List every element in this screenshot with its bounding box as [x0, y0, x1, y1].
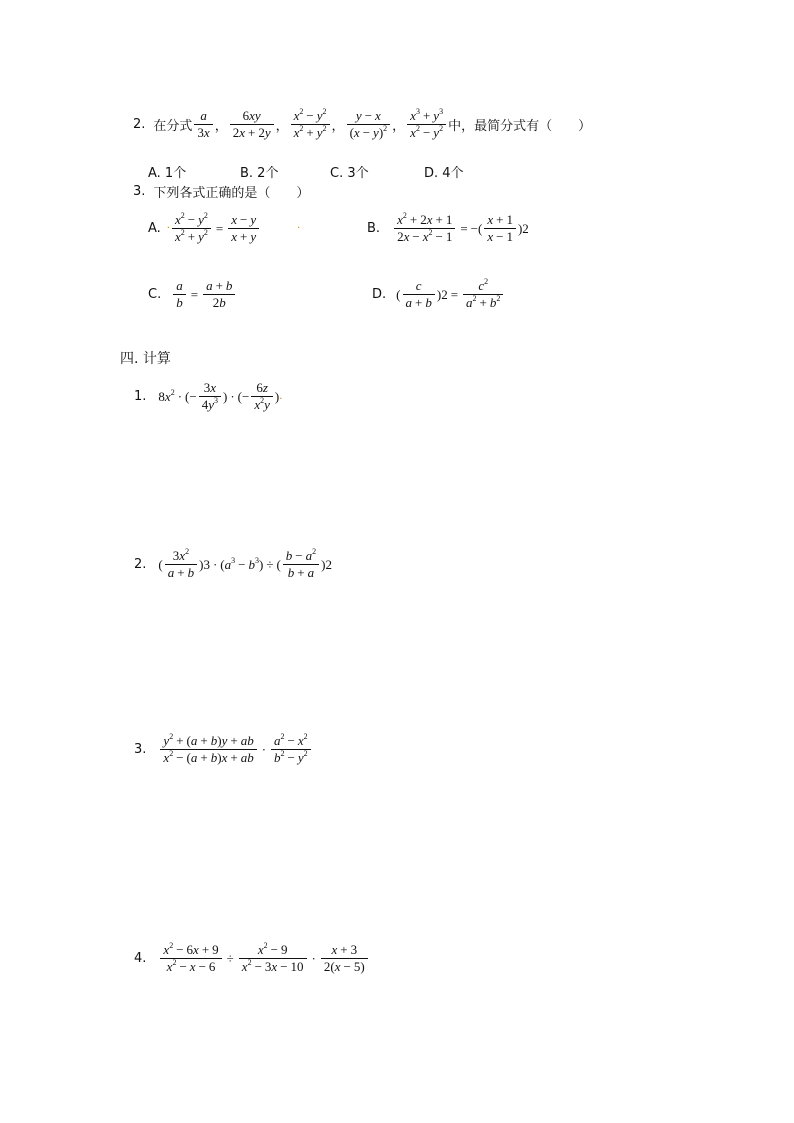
q3-stem	[133, 182, 309, 201]
q3-option-c: C. $\frac{a}{b}$ = $\frac{a + b}{2b}$	[148, 278, 237, 311]
calc-problem-4: 4. $\frac{x^2 - 6x + 9}{x^2 - x - 6}$ ÷ $\frac{x^2 - 9}{x^2 - 3x - 10}$ · $\frac{x + 3}{2(x - 5)}$	[134, 942, 370, 975]
q2-option-c: C. 3个	[330, 166, 369, 181]
q3-label-a: A.	[148, 221, 161, 236]
mark-dot: ·	[166, 223, 170, 234]
calc-problem-3: 3. $\frac{y^2 + (a + b)y + ab}{x^2 - (a + b)x + ab}$ · $\frac{a^2 - x^2}{b^2 - y^2}$	[134, 733, 313, 766]
q3-option-d: D. ( $\frac{c}{a + b}$ ) 2 = $\frac{c^2}{a^2 + b^2}$	[372, 278, 505, 311]
calc-problem-1: 1. $8x^2$ · (− $\frac{3x}{4y^3}$ ) · (− $\frac{6z}{x^2y}$ ) .	[134, 380, 283, 412]
q3-number: 3.	[133, 184, 146, 199]
q2-fraction-4: $\frac{y - x}{(x - y)^2}$	[347, 108, 391, 141]
q3-option-a: A. · $\frac{x^2 - y^2}{x^2 + y^2}$ = $\frac{x - y}{x + y}$ ·	[148, 211, 301, 244]
q3-label-d: D.	[372, 287, 387, 302]
calc-number-3: 3.	[134, 742, 147, 757]
q2-option-a: A. 1个	[148, 166, 187, 181]
q3-close: ）	[296, 186, 310, 201]
calc-problem-2: 2. ( $\frac{3x^2}{a + b}$ ) 3 · $(a^3 - b^3)$ ÷ ( $\frac{b - a^2}{b + a}$ ) 2	[134, 547, 332, 580]
q2-line: 2. 在分式 $\frac{a}{3x}$ ， $\frac{6xy}{2x + 2y}$ ， $\frac{x^2 - y^2}{x^2 + y^2}$ ， $\frac{y - x}{(x - y)^2}$ ， $\frac{x^3 + y^3}{x^2 - y^2}$ 中，最简分式有（ ）	[133, 107, 592, 140]
q2-close: ）	[578, 119, 592, 134]
calc-number-1: 1.	[134, 389, 147, 404]
q2-fraction-3: $\frac{x^2 - y^2}{x^2 + y^2}$	[291, 108, 330, 141]
q2-lead: 在分式	[153, 119, 193, 134]
q2-fraction-5: $\frac{x^3 + y^3}{x^2 - y^2}$	[407, 108, 446, 141]
mark-dot: ·	[297, 223, 301, 234]
q2-number: 2.	[133, 117, 146, 132]
calc-number-4: 4.	[134, 951, 147, 966]
calc-number-2: 2.	[134, 557, 147, 572]
q3-label-b: B.	[367, 221, 381, 236]
q3-option-b: B. $\frac{x^2 + 2x + 1}{2x - x^2 - 1}$ = −( $\frac{x + 1}{x - 1}$ ) 2	[367, 211, 529, 244]
q3-text: 下列各式正确的是（	[153, 186, 271, 201]
q2-fraction-1: $\frac{a}{3x}$	[194, 108, 212, 141]
q2-tail: 中，最简分式有（	[448, 119, 553, 134]
q2-option-b: B. 2个	[240, 166, 279, 181]
q2-option-d: D. 4个	[424, 166, 464, 181]
q3-label-c: C.	[148, 287, 162, 302]
q2-fraction-2: $\frac{6xy}{2x + 2y}$	[230, 108, 274, 141]
section4-title: 四. 计算	[120, 351, 171, 367]
